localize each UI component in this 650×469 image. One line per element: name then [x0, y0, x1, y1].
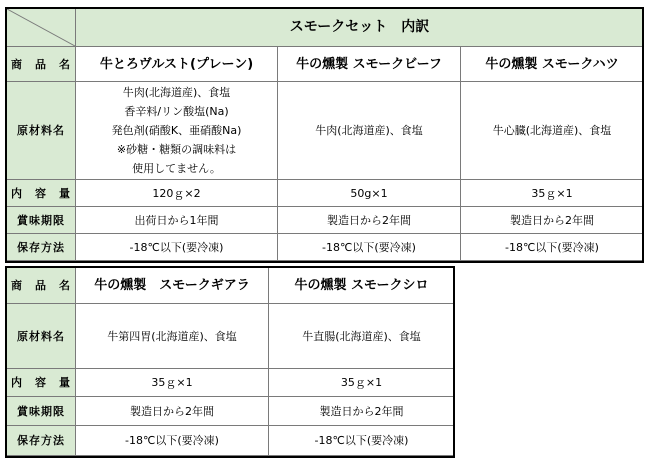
product-name: 牛の燻製 スモークビーフ — [278, 47, 461, 82]
product-ingredients: 牛心臓(北海道産)、食塩 — [461, 82, 644, 180]
product-expiry: 出荷日から1年間 — [76, 207, 278, 234]
product-ingredients: 牛肉(北海道産)、食塩 香辛料/リン酸塩(Na) 発色剤(硝酸K、亜硝酸Na) ※砂糖・糖類の調味料は 使用してません。 — [76, 82, 278, 180]
label-expiry: 賞味期限 — [7, 397, 76, 426]
product-table-top — [6, 8, 644, 261]
label-expiry: 賞味期限 — [7, 207, 76, 234]
product-storage: -18℃以下(要冷凍) — [269, 426, 455, 456]
product-storage: -18℃以下(要冷凍) — [461, 234, 644, 261]
corner-cell — [7, 9, 76, 47]
product-quantity: 50g×1 — [278, 180, 461, 207]
diagonal-line — [7, 9, 75, 46]
product-storage: -18℃以下(要冷凍) — [278, 234, 461, 261]
product-name: 牛の燻製 スモークシロ — [269, 268, 455, 304]
product-expiry: 製造日から2年間 — [76, 397, 269, 426]
page-title: スモークセット 内訳 — [76, 9, 644, 47]
product-storage: -18℃以下(要冷凍) — [76, 234, 278, 261]
product-quantity: 35ｇ×1 — [461, 180, 644, 207]
label-quantity: 内 容 量 — [7, 369, 76, 397]
label-quantity: 内 容 量 — [7, 180, 76, 207]
product-name: 牛の燻製 スモークギアラ — [76, 268, 269, 304]
label-storage: 保存方法 — [7, 426, 76, 456]
product-ingredients: 牛肉(北海道産)、食塩 — [278, 82, 461, 180]
product-quantity: 35ｇ×1 — [269, 369, 455, 397]
product-name: 牛の燻製 スモークハツ — [461, 47, 644, 82]
product-expiry: 製造日から2年間 — [278, 207, 461, 234]
label-storage: 保存方法 — [7, 234, 76, 261]
product-expiry: 製造日から2年間 — [461, 207, 644, 234]
label-ingredients: 原材料名 — [7, 304, 76, 369]
label-product-name: 商 品 名 — [7, 47, 76, 82]
product-ingredients: 牛直腸(北海道産)、食塩 — [269, 304, 455, 369]
product-name: 牛とろヴルスト(プレーン) — [76, 47, 278, 82]
product-quantity: 120ｇ×2 — [76, 180, 278, 207]
product-quantity: 35ｇ×1 — [76, 369, 269, 397]
product-expiry: 製造日から2年間 — [269, 397, 455, 426]
product-table-bottom — [6, 267, 455, 456]
label-product-name: 商 品 名 — [7, 268, 76, 304]
product-storage: -18℃以下(要冷凍) — [76, 426, 269, 456]
label-ingredients: 原材料名 — [7, 82, 76, 180]
product-ingredients: 牛第四胃(北海道産)、食塩 — [76, 304, 269, 369]
